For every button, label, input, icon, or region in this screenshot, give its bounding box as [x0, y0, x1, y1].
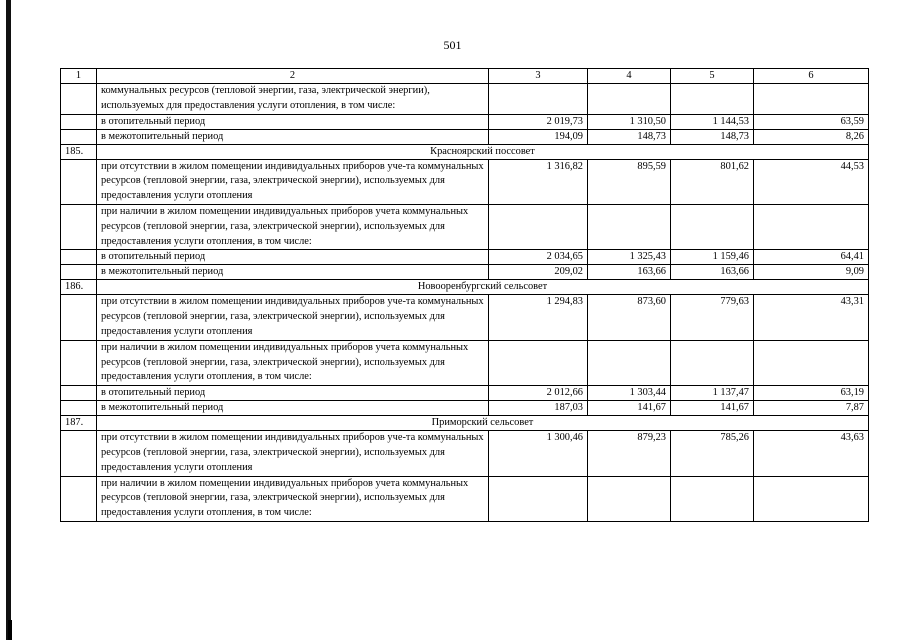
row-description: коммунальных ресурсов (тепловой энергии, газа, электрической энергии), используемых для предоставления услуги отопления, в том числе:: [97, 84, 489, 115]
row-index: [61, 295, 97, 340]
table-row: [61, 431, 869, 476]
value-col-6: 64,41: [754, 250, 869, 265]
value-col-6: 7,87: [754, 401, 869, 416]
value-col-3: [489, 84, 588, 115]
value-col-5: 779,63: [671, 295, 754, 340]
settlement-name: Приморский сельсовет: [97, 416, 869, 431]
row-description: при наличии в жилом помещении индивидуальных приборов учета коммунальных ресурсов (тепловой энергии, газа, электрической энергии), используемых для предоставления услуги отопления, в том числе:: [97, 476, 489, 521]
table-row: [61, 159, 869, 204]
value-col-5: [671, 340, 754, 385]
table-row: [61, 295, 869, 340]
row-index: [61, 114, 97, 129]
table-row: [61, 250, 869, 265]
value-col-5: 163,66: [671, 265, 754, 280]
value-col-4: 879,23: [588, 431, 671, 476]
row-index: 187.: [61, 416, 97, 431]
row-description: в отопительный период: [97, 250, 489, 265]
value-col-6: 44,53: [754, 159, 869, 204]
row-description: в межотопительный период: [97, 129, 489, 144]
row-index: [61, 476, 97, 521]
value-col-6: [754, 84, 869, 115]
table-row: [61, 265, 869, 280]
table-row: [61, 340, 869, 385]
row-index: [61, 129, 97, 144]
settlement-name: Новооренбургский сельсовет: [97, 280, 869, 295]
row-index: [61, 250, 97, 265]
value-col-6: [754, 204, 869, 249]
row-index: [61, 386, 97, 401]
table-row: [61, 476, 869, 521]
value-col-5: [671, 204, 754, 249]
row-index: [61, 159, 97, 204]
value-col-4: 1 325,43: [588, 250, 671, 265]
row-description: при отсутствии в жилом помещении индивидуальных приборов уче-та коммунальных ресурсов (тепловой энергии, газа, электрической энергии), используемых для предоставления услуги отопления: [97, 159, 489, 204]
table-row: [61, 84, 869, 115]
value-col-3: 1 300,46: [489, 431, 588, 476]
table-row: [61, 129, 869, 144]
row-description: при отсутствии в жилом помещении индивидуальных приборов уче-та коммунальных ресурсов (тепловой энергии, газа, электрической энергии), используемых для предоставления услуги отопления: [97, 295, 489, 340]
scan-border-edge: [6, 0, 11, 640]
value-col-6: 43,63: [754, 431, 869, 476]
group-row: [61, 416, 869, 431]
group-row: [61, 280, 869, 295]
page-number: 501: [443, 38, 462, 52]
value-col-3: 187,03: [489, 401, 588, 416]
value-col-5: [671, 476, 754, 521]
value-col-4: [588, 84, 671, 115]
value-col-3: [489, 340, 588, 385]
value-col-4: [588, 476, 671, 521]
row-index: [61, 340, 97, 385]
column-header: 4: [588, 69, 671, 84]
value-col-3: 2 034,65: [489, 250, 588, 265]
row-index: 185.: [61, 144, 97, 159]
column-header: 1: [61, 69, 97, 84]
column-header: 3: [489, 69, 588, 84]
row-index: 186.: [61, 280, 97, 295]
row-index: [61, 431, 97, 476]
value-col-5: 1 144,53: [671, 114, 754, 129]
group-row: [61, 144, 869, 159]
value-col-3: [489, 476, 588, 521]
row-description: при наличии в жилом помещении индивидуальных приборов учета коммунальных ресурсов (тепловой энергии, газа, электрической энергии), используемых для предоставления услуги отопления, в том числе:: [97, 204, 489, 249]
value-col-5: 141,67: [671, 401, 754, 416]
row-index: [61, 401, 97, 416]
value-col-4: 1 303,44: [588, 386, 671, 401]
table-header-row: [61, 69, 869, 84]
value-col-4: [588, 204, 671, 249]
value-col-3: [489, 204, 588, 249]
table-row: [61, 401, 869, 416]
value-col-5: 1 159,46: [671, 250, 754, 265]
row-index: [61, 265, 97, 280]
row-index: [61, 204, 97, 249]
value-col-6: 63,59: [754, 114, 869, 129]
column-header: 2: [97, 69, 489, 84]
value-col-5: 785,26: [671, 431, 754, 476]
scan-border-mark: [8, 620, 12, 640]
row-description: в межотопительный период: [97, 401, 489, 416]
value-col-3: 209,02: [489, 265, 588, 280]
value-col-4: 895,59: [588, 159, 671, 204]
value-col-5: 1 137,47: [671, 386, 754, 401]
row-index: [61, 84, 97, 115]
table-row: [61, 114, 869, 129]
value-col-5: 801,62: [671, 159, 754, 204]
value-col-6: 43,31: [754, 295, 869, 340]
row-description: при наличии в жилом помещении индивидуальных приборов учета коммунальных ресурсов (тепловой энергии, газа, электрической энергии), используемых для предоставления услуги отопления, в том числе:: [97, 340, 489, 385]
value-col-4: 141,67: [588, 401, 671, 416]
value-col-5: [671, 84, 754, 115]
value-col-6: 8,26: [754, 129, 869, 144]
value-col-6: 63,19: [754, 386, 869, 401]
value-col-6: [754, 340, 869, 385]
value-col-3: 1 294,83: [489, 295, 588, 340]
row-description: в отопительный период: [97, 386, 489, 401]
value-col-3: 1 316,82: [489, 159, 588, 204]
value-col-6: 9,09: [754, 265, 869, 280]
settlement-name: Красноярский поссовет: [97, 144, 869, 159]
table-row: [61, 204, 869, 249]
tariff-table: [60, 68, 869, 522]
value-col-4: 873,60: [588, 295, 671, 340]
value-col-4: 163,66: [588, 265, 671, 280]
value-col-4: 1 310,50: [588, 114, 671, 129]
table-row: [61, 386, 869, 401]
value-col-5: 148,73: [671, 129, 754, 144]
column-header: 6: [754, 69, 869, 84]
value-col-3: 2 012,66: [489, 386, 588, 401]
value-col-4: [588, 340, 671, 385]
value-col-4: 148,73: [588, 129, 671, 144]
value-col-3: 2 019,73: [489, 114, 588, 129]
table-body: [61, 69, 869, 522]
row-description: в отопительный период: [97, 114, 489, 129]
column-header: 5: [671, 69, 754, 84]
row-description: при отсутствии в жилом помещении индивидуальных приборов уче-та коммунальных ресурсов (тепловой энергии, газа, электрической энергии), используемых для предоставления услуги отопления: [97, 431, 489, 476]
value-col-3: 194,09: [489, 129, 588, 144]
value-col-6: [754, 476, 869, 521]
row-description: в межотопительный период: [97, 265, 489, 280]
